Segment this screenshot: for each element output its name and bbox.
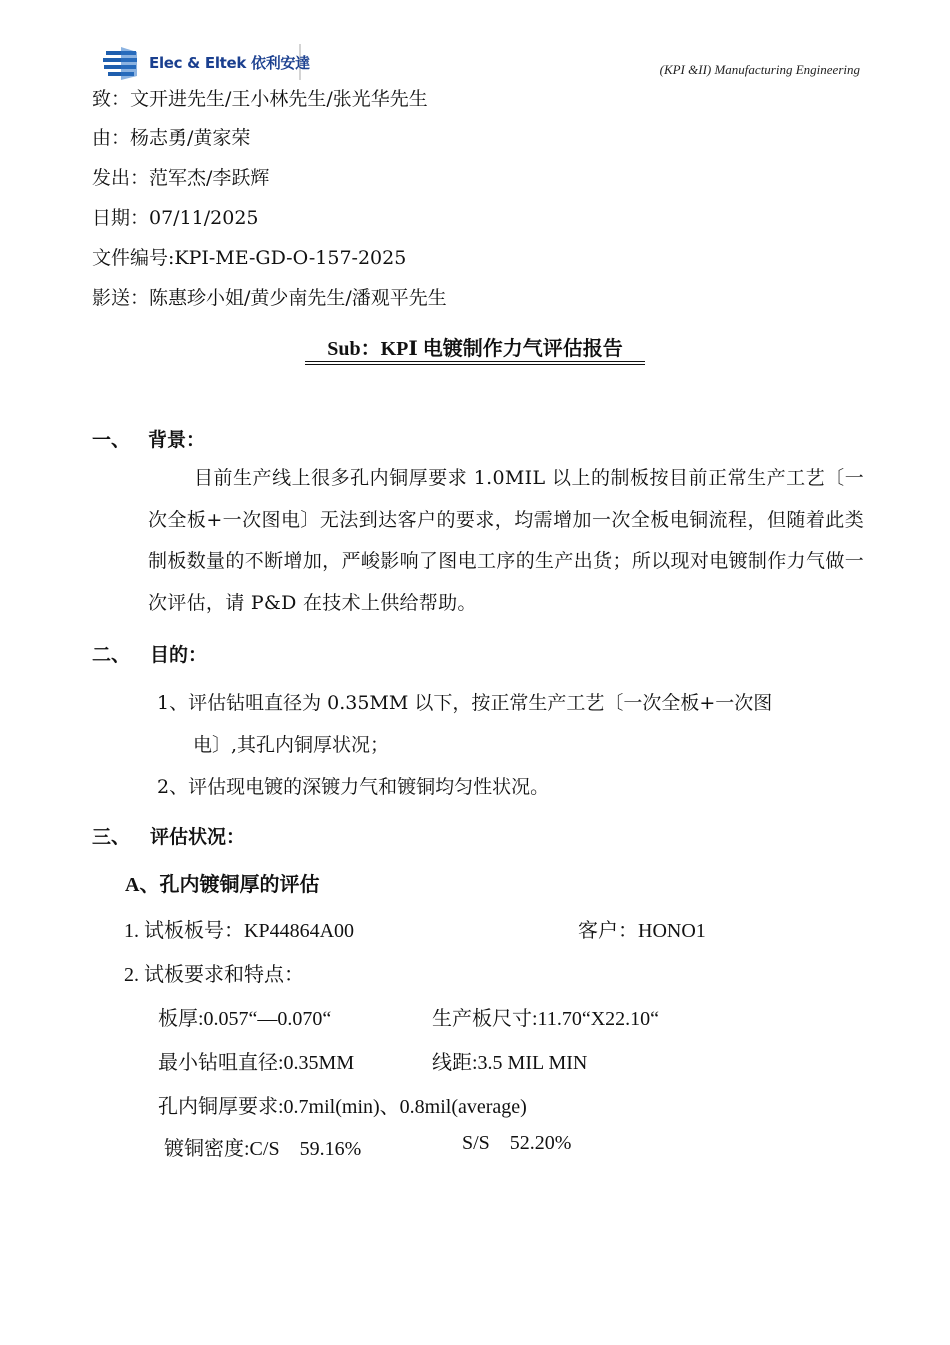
title-underline-bottom [305, 364, 645, 365]
memo-date: 日期：07/11/2025 [92, 207, 259, 229]
panel-size: 生产板尺寸:11.70“X22.10“ [432, 1008, 660, 1030]
test-board-requirements: 2. 试板要求和特点： [124, 964, 304, 986]
company-logo [103, 42, 310, 82]
customer: 客户：HONO1 [578, 920, 706, 942]
section-purpose-heading [92, 640, 392, 666]
title-underline-top [305, 361, 645, 362]
document-title: Sub：KPⅠ 电镀制作力气评估报告 [327, 338, 623, 360]
section-number: 三、 [92, 826, 131, 848]
memo-from: 由：杨志勇/黄家荣 [92, 127, 251, 149]
memo-doc-number: 文件编号:KPI-ME-GD-O-157-2025 [92, 247, 407, 269]
section-background-heading [92, 425, 392, 451]
logo-text: Elec & Eltek 依利安達 [149, 54, 310, 72]
hole-copper-requirement: 孔内铜厚要求:0.7mil(min)、0.8mil(average) [158, 1096, 527, 1118]
board-thickness: 板厚:0.057“—0.070“ [158, 1008, 332, 1030]
plating-density-ss: S/S 52.20% [462, 1132, 572, 1154]
section-number: 二、 [92, 644, 131, 666]
memo-to: 致：文开进先生/王小林先生/张光华先生 [92, 88, 428, 110]
section-title: 目的： [150, 644, 208, 666]
memo-issuer: 发出：范军杰/李跃辉 [92, 167, 270, 189]
subsection-a-heading: A、孔内镀铜厚的评估 [125, 874, 320, 896]
purpose-item-1: 1、评估钻咀直径为 0.35MM 以下，按正常生产工艺〔一次全板+一次图 [157, 692, 773, 714]
purpose-item-1-continued: 电〕,其孔内铜厚状况； [193, 734, 390, 756]
line-spacing: 线距:3.5 MIL MIN [432, 1052, 588, 1074]
memo-cc: 影送：陈惠珍小姐/黄少南先生/潘观平先生 [92, 287, 447, 309]
test-board-number: 1. 试板板号：KP44864A00 [124, 920, 355, 942]
section-title: 评估状况： [150, 826, 246, 848]
plating-density-cs: 镀铜密度:C/S 59.16% [164, 1138, 362, 1160]
section-title: 背景： [148, 429, 206, 451]
section-number: 一、 [92, 429, 131, 451]
min-drill-diameter: 最小钻咀直径:0.35MM [158, 1052, 355, 1074]
section-evaluation-heading [92, 822, 392, 848]
department-header: (KPI &II) Manufacturing Engineering [659, 62, 860, 77]
background-paragraph: 目前生产线上很多孔内铜厚要求 1.0MIL 以上的制板按目前正常生产工艺〔一次全板+一次图电〕无法到达客户的要求，均需增加一次全板电铜流程，但随着此类制板数量的不断增加，严峻影响了图电工序的生产出货；所以现对电镀制作力气做一次评估，请 P&D 在技术上供给帮助。 [148, 467, 864, 614]
purpose-item-2: 2、评估现电镀的深镀力气和镀铜均匀性状况。 [157, 776, 550, 798]
